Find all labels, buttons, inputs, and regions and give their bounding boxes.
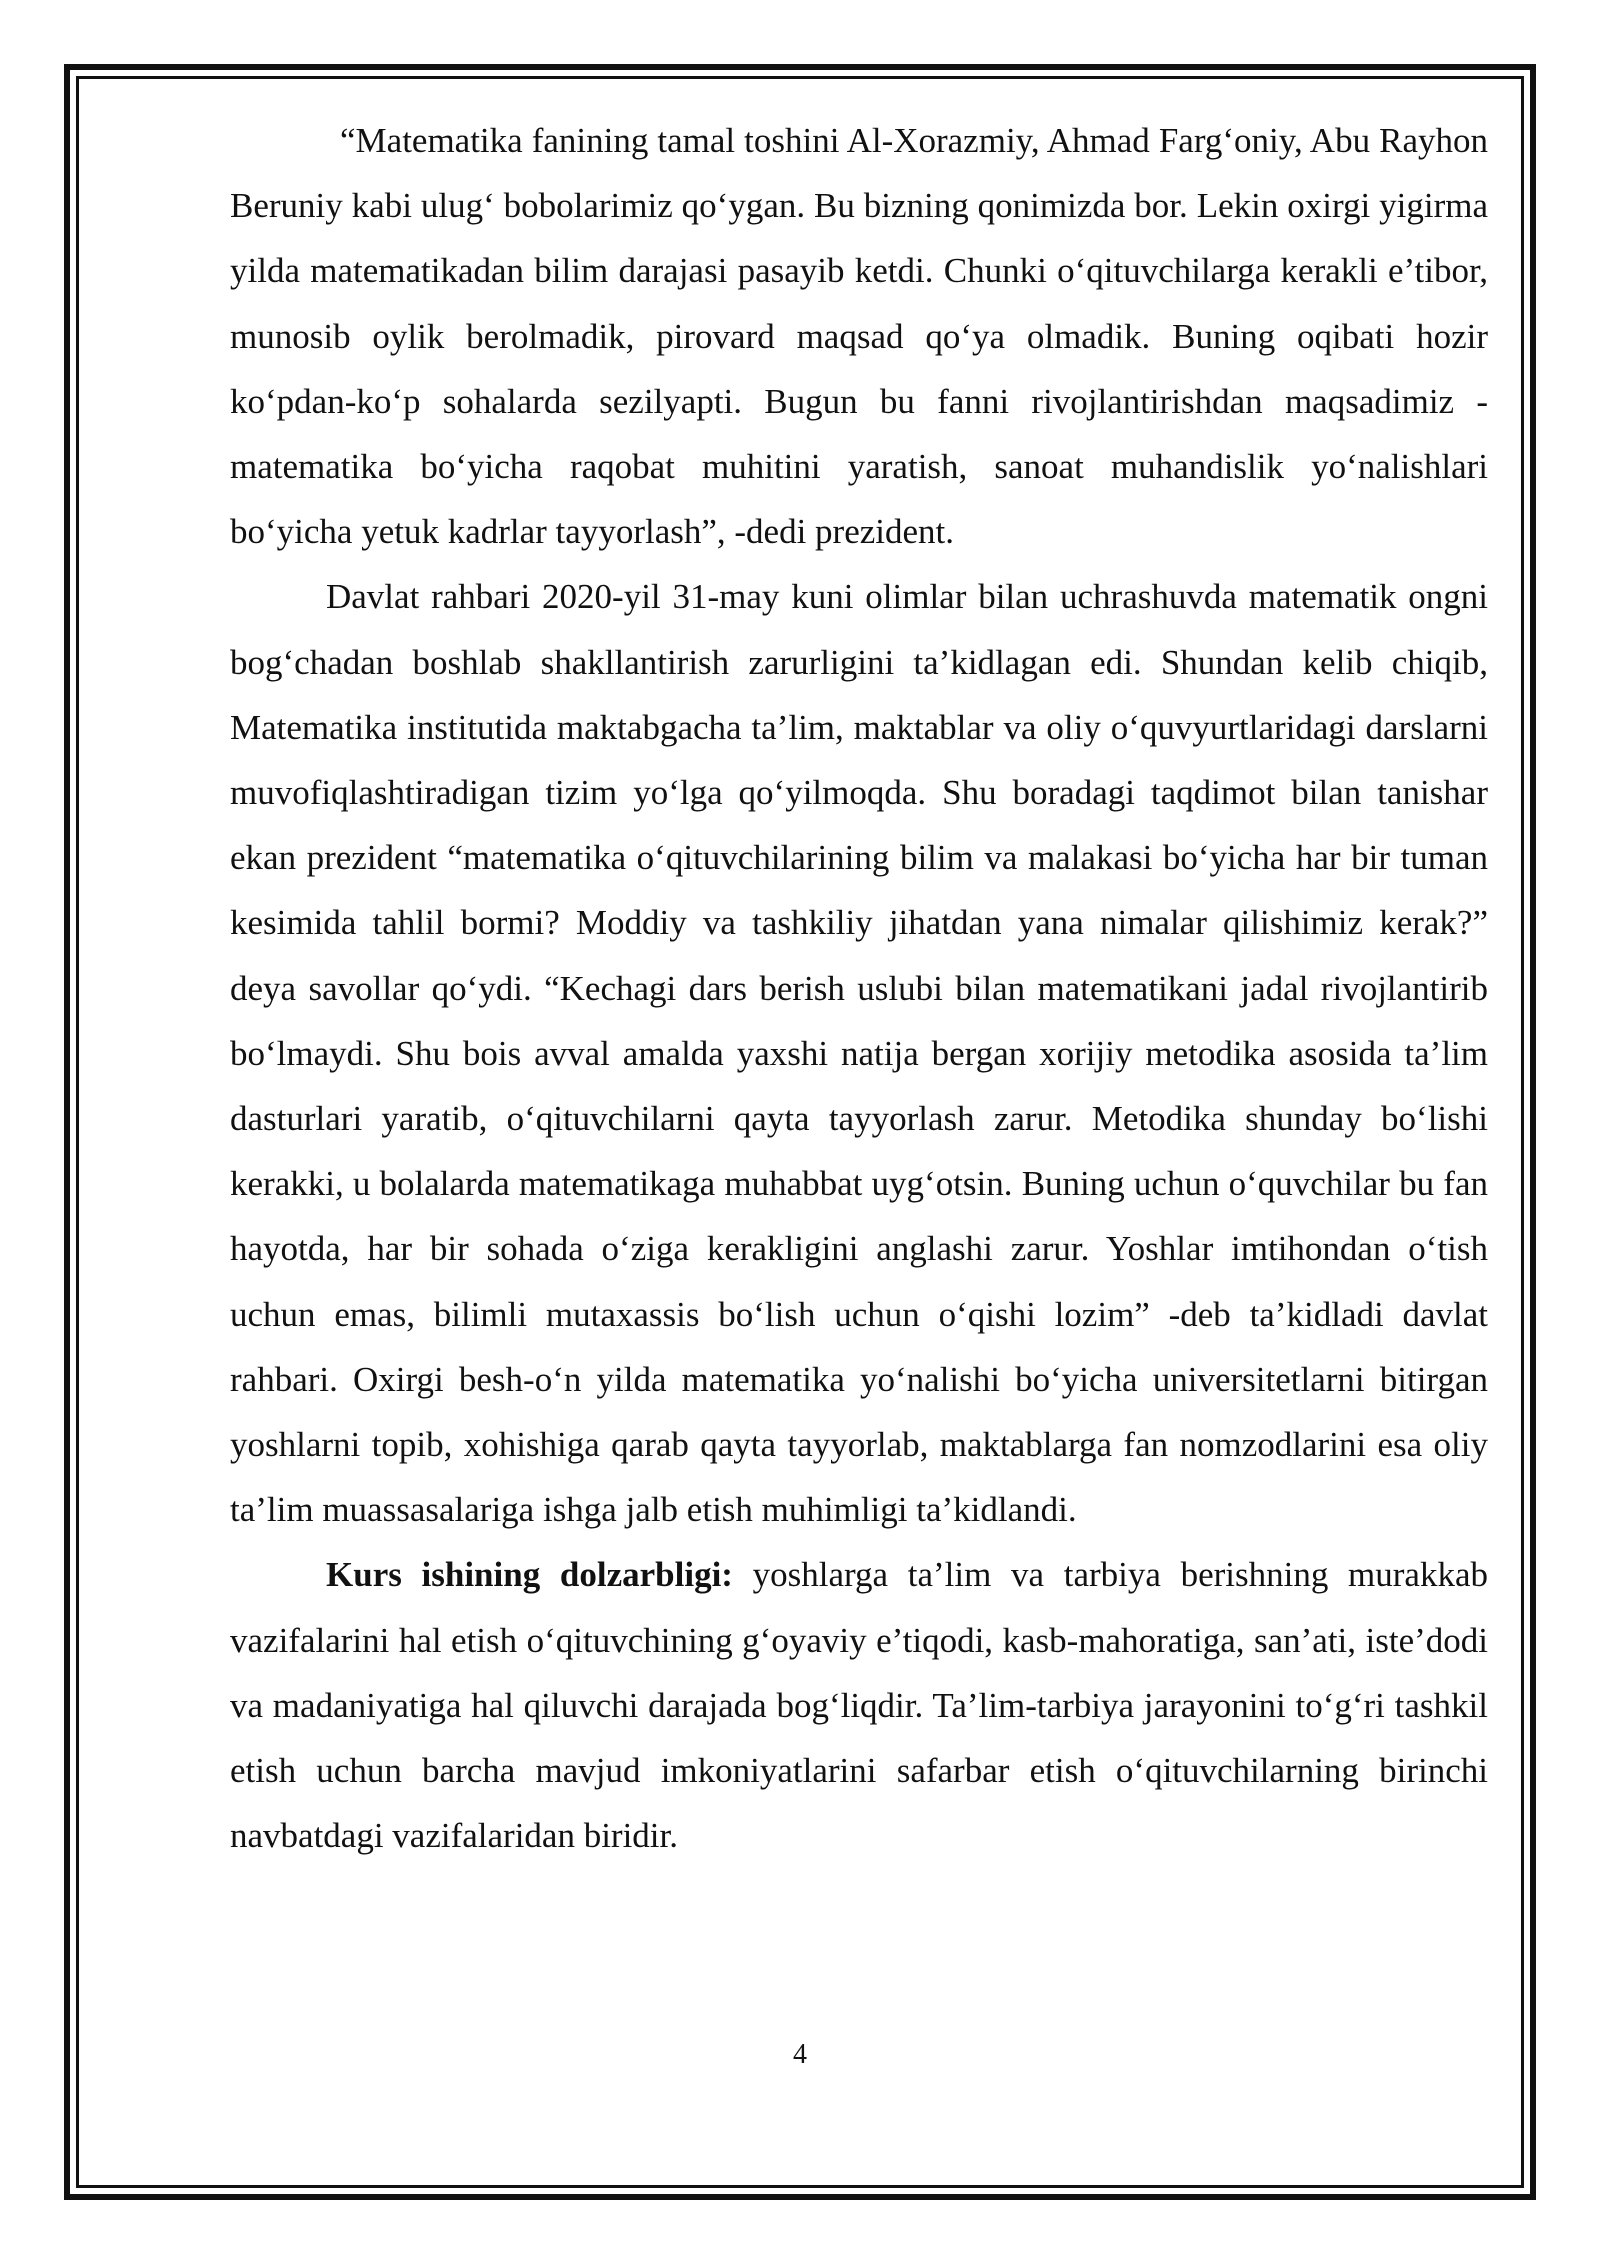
paragraph-text: yoshlarga ta’lim va tarbiya berishning murakkab vazifalarini hal etish o‘qituvchining g‘oyaviy e’tiqodi, kasb-mahoratiga, san’ati, iste’dodi va madaniyatiga hal qiluvchi darajada bog‘liqdir. Ta’lim-tarbiya jarayonini to‘g‘ri tashkil etish uchun barcha mavjud imkoniyatlarini safarbar etish o‘qituvchilarning birinchi navbatdagi vazifalaridan biridir.: [230, 1555, 1488, 1856]
paragraph-text: Davlat rahbari 2020-yil 31-may kuni olimlar bilan uchrashuvda matematik ongni bog‘chadan boshlab shakllantirish zarurligini ta’kidlagan edi. Shundan kelib chiqib, Matematika institutida maktabgacha ta’lim, maktablar va oliy o‘quvyurtlaridagi darslarni muvofiqlashtiradigan tizim yo‘lga qo‘yilmoqda. Shu boradagi taqdimot bilan tanishar ekan prezident “matematika o‘qituvchilarining bilim va malakasi bo‘yicha har bir tuman kesimida tahlil bormi? Moddiy va tashkiliy jihatdan yana nimalar qilishimiz kerak?” deya savollar qo‘ydi. “Kechagi dars berish uslubi bilan matematikani jadal rivojlantirib bo‘lmaydi. Shu bois avval amalda yaxshi natija bergan xorijiy metodika asosida ta’lim dasturlari yaratib, o‘qituvchilarni qayta tayyorlash zarur. Metodika shunday bo‘lishi kerakki, u bolalarda matematikaga muhabbat uyg‘otsin. Buning uchun o‘quvchilar bu fan hayotda, har bir sohada o‘ziga kerakligini anglashi zarur. Yoshlar imtihondan o‘tish uchun emas, bilimli mutaxassis bo‘lish uchun o‘qishi lozim” -deb ta’kidladi davlat rahbari. Oxirgi besh-o‘n yilda matematika yo‘nalishi bo‘yicha universitetlarni bitirgan yoshlarni topib, xohishiga qarab qayta tayyorlab, maktablarga fan nomzodlarini esa oliy ta’lim muassasalariga ishga jalb etish muhimligi ta’kidlandi.: [230, 577, 1488, 1530]
paragraph-text: “Matematika fanining tamal toshini Al-Xorazmiy, Ahmad Farg‘oniy, Abu Rayhon Beruniy kabi ulug‘ bobolarimiz qo‘ygan. Bu bizning qonimizda bor. Lekin oxirgi yigirma yilda matematikadan bilim darajasi pasayib ketdi. Chunki o‘qituvchilarga kerakli e’tibor, munosib oylik berolmadik, pirovard maqsad qo‘ya olmadik. Buning oqibati hozir ko‘pdan-ko‘p sohalarda sezilyapti. Bugun bu fanni rivojlantirishdan maqsadimiz - matematika bo‘yicha raqobat muhitini yaratish, sanoat muhandislik yo‘nalishlari bo‘yicha yetuk kadrlar tayyorlash”, -dedi prezident.: [230, 121, 1488, 552]
page-number: 4: [793, 2039, 807, 2070]
paragraph-president-quote: [230, 108, 1488, 564]
paragraph-lead-bold: Kurs ishining dolzarbligi:: [326, 1555, 733, 1595]
paragraph-state-leader-meeting: [230, 564, 1488, 1542]
document-body: [230, 108, 1488, 1868]
paragraph-course-relevance: [230, 1542, 1488, 1868]
